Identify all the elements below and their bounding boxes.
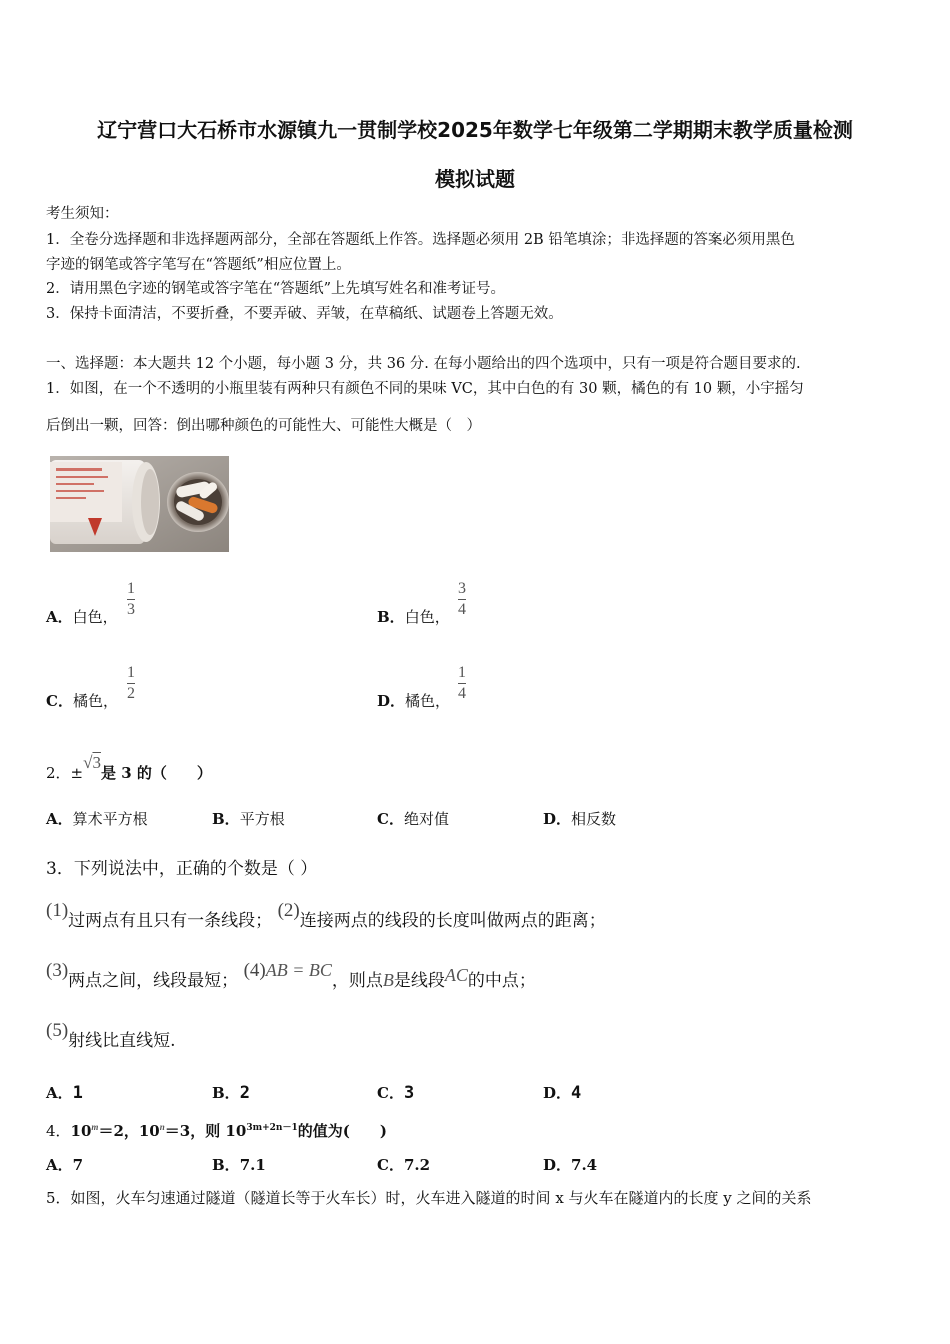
- q1-option-d-key: D．: [377, 692, 406, 710]
- q4-part-a: 10: [70, 1122, 92, 1140]
- numerator: 1: [127, 664, 135, 681]
- q4-option-d[interactable]: [543, 1154, 597, 1175]
- denominator: 3: [127, 601, 135, 618]
- pill-bottle-illustration: [50, 456, 229, 552]
- q2-option-a-text: 算术平方根: [72, 810, 148, 828]
- q1-option-a[interactable]: [46, 606, 118, 627]
- q3-statement-1-2: [46, 900, 606, 932]
- q3-option-b[interactable]: [212, 1082, 250, 1103]
- notice-item-1: 1．全卷分选择题和非选择题两部分，全部在答题纸上作答。选择题必须用 2B 铅笔填涂；非选择题的答案必须用黑色: [46, 232, 795, 248]
- exam-title-line2: 模拟试题: [435, 167, 515, 191]
- q2-option-c-key: C．: [377, 810, 404, 828]
- question-1-line2: 后倒出一颗，回答：倒出哪种颜色的可能性大、可能性大概是（ ）: [46, 418, 481, 434]
- q3-option-c-text: 3: [403, 1083, 415, 1103]
- q4-option-a-key: A．: [46, 1156, 73, 1174]
- question-1-line1: 1．如图，在一个不透明的小瓶里装有两种只有颜色不同的果味 VC，其中白色的有 30 颗，橘色的有 10 颗，小宇摇匀: [46, 381, 804, 397]
- q4-option-d-key: D．: [543, 1156, 572, 1174]
- q1-option-b-text: 白色，: [404, 608, 450, 626]
- q4-option-b[interactable]: [212, 1154, 266, 1175]
- q2-option-b[interactable]: [212, 808, 285, 829]
- q4-part-c: ＝3，则 10: [164, 1122, 247, 1140]
- q3-option-d[interactable]: [543, 1082, 581, 1103]
- q2-option-c-text: 绝对值: [403, 810, 449, 828]
- numerator: 1: [458, 664, 466, 681]
- q3-option-a-key: A．: [46, 1084, 73, 1102]
- q4-exp-combined: 3m+2n－1: [246, 1123, 298, 1133]
- q1-option-a-fraction: [127, 580, 135, 619]
- denominator: 4: [458, 601, 466, 618]
- q3-s5-num: (5): [46, 1020, 69, 1041]
- q1-option-c-text: 橘色，: [72, 692, 118, 710]
- q2-prefix: 2．±: [46, 764, 84, 782]
- notice-item-2: 2．请用黑色字迹的钢笔或答字笔在“答题纸”上先填写姓名和准考证号。: [46, 281, 506, 297]
- q1-option-b-fraction: [458, 580, 466, 619]
- q3-statement-5: [46, 1020, 176, 1052]
- q1-option-d-fraction: [458, 664, 466, 703]
- q2-option-c[interactable]: [377, 808, 449, 829]
- q4-part-d: 的值为( ): [297, 1122, 387, 1140]
- q3-s1-num: (1): [46, 900, 69, 921]
- q1-option-c-key: C．: [46, 692, 73, 710]
- q1-option-b-key: B．: [377, 608, 405, 626]
- q1-option-a-text: 白色，: [72, 608, 118, 626]
- q3-s4-point-b: B: [382, 970, 394, 990]
- pill-bottle-photo: [50, 456, 229, 552]
- q3-s5-text: 射线比直线短.: [68, 1031, 176, 1051]
- q4-option-c-text: 7.2: [403, 1156, 431, 1174]
- q3-option-a-text: 1: [72, 1083, 83, 1103]
- q4-option-b-key: B．: [212, 1156, 240, 1174]
- q3-s4-segment-ac: AC: [444, 965, 468, 985]
- q3-option-d-text: 4: [571, 1083, 582, 1103]
- q4-number: 4．: [46, 1122, 71, 1140]
- numerator: 1: [127, 580, 135, 597]
- q2-option-d-text: 相反数: [571, 810, 617, 828]
- q3-s4-equation: AB = BC: [265, 960, 332, 980]
- q3-s2-num: (2): [277, 900, 300, 921]
- q4-exp-n: n: [159, 1122, 165, 1132]
- notice-item-3: 3．保持卡面清洁，不要折叠，不要弄破、弄皱，在草稿纸、试题卷上答题无效。: [46, 306, 563, 322]
- q1-option-a-key: A．: [46, 608, 73, 626]
- q3-s4-text-c: 是线段: [393, 971, 445, 991]
- question-4-stem: [46, 1120, 387, 1141]
- question-3-stem: 3．下列说法中，正确的个数是（ ）: [46, 859, 318, 879]
- q3-s3-num: (3): [46, 960, 69, 981]
- q3-option-c[interactable]: [377, 1082, 414, 1103]
- q3-s4-num: (4): [243, 960, 266, 981]
- q2-option-a-key: A．: [46, 810, 73, 828]
- exam-title-line1: 辽宁营口大石桥市水源镇九一贯制学校2025年数学七年级第二学期期末教学质量检测: [97, 118, 853, 142]
- q3-option-b-key: B．: [212, 1084, 240, 1102]
- question-2-stem: [46, 753, 212, 783]
- q2-suffix: 是 3 的（ ）: [100, 764, 212, 782]
- q3-s4-text-e: 的中点；: [467, 971, 536, 991]
- q2-option-a[interactable]: [46, 808, 148, 829]
- q4-part-b: ＝2，10: [98, 1122, 160, 1140]
- q1-option-b[interactable]: [377, 606, 450, 627]
- q1-option-c[interactable]: [46, 690, 118, 711]
- sqrt-icon: √3: [83, 753, 101, 772]
- q2-radicand: 3: [92, 753, 101, 772]
- q3-option-d-key: D．: [543, 1084, 572, 1102]
- q4-option-a[interactable]: [46, 1154, 83, 1175]
- numerator: 3: [458, 580, 466, 597]
- q2-option-d-key: D．: [543, 810, 572, 828]
- denominator: 2: [127, 685, 135, 702]
- question-5-line1: 5．如图，火车匀速通过隧道（隧道长等于火车长）时，火车进入隧道的时间 x 与火车在隧道内的长度 y 之间的关系: [46, 1189, 812, 1207]
- notice-item-1-cont: 字迹的钢笔或答字笔写在“答题纸”相应位置上。: [46, 257, 351, 273]
- q3-option-c-key: C．: [377, 1084, 404, 1102]
- q4-option-c-key: C．: [377, 1156, 404, 1174]
- q4-option-d-text: 7.4: [571, 1156, 598, 1174]
- q4-exp-m: m: [91, 1122, 99, 1132]
- q1-option-d-text: 橘色，: [405, 692, 451, 710]
- q2-option-b-key: B．: [212, 810, 240, 828]
- q3-s2-text: 连接两点的线段的长度叫做两点的距离；: [299, 911, 606, 931]
- q2-option-d[interactable]: [543, 808, 616, 829]
- q2-option-b-text: 平方根: [239, 810, 285, 828]
- q3-option-a[interactable]: [46, 1082, 83, 1103]
- q3-s4-text-a: ，则点: [331, 971, 383, 991]
- q4-option-a-text: 7: [72, 1156, 84, 1174]
- q3-s3-text: 两点之间，线段最短；: [68, 971, 239, 991]
- q3-statement-3-4: [46, 960, 536, 992]
- q3-option-b-text: 2: [239, 1083, 250, 1103]
- q4-option-b-text: 7.1: [239, 1156, 266, 1174]
- section-heading: 一、选择题：本大题共 12 个小题，每小题 3 分，共 36 分. 在每小题给出的四个选项中，只有一项是符合题目要求的.: [46, 356, 801, 372]
- q1-option-c-fraction: [127, 664, 135, 703]
- q4-option-c[interactable]: [377, 1154, 430, 1175]
- q3-s1-text: 过两点有且只有一条线段；: [68, 911, 273, 931]
- q1-option-d[interactable]: [377, 690, 450, 711]
- denominator: 4: [458, 685, 466, 702]
- notice-heading: 考生须知：: [46, 206, 119, 222]
